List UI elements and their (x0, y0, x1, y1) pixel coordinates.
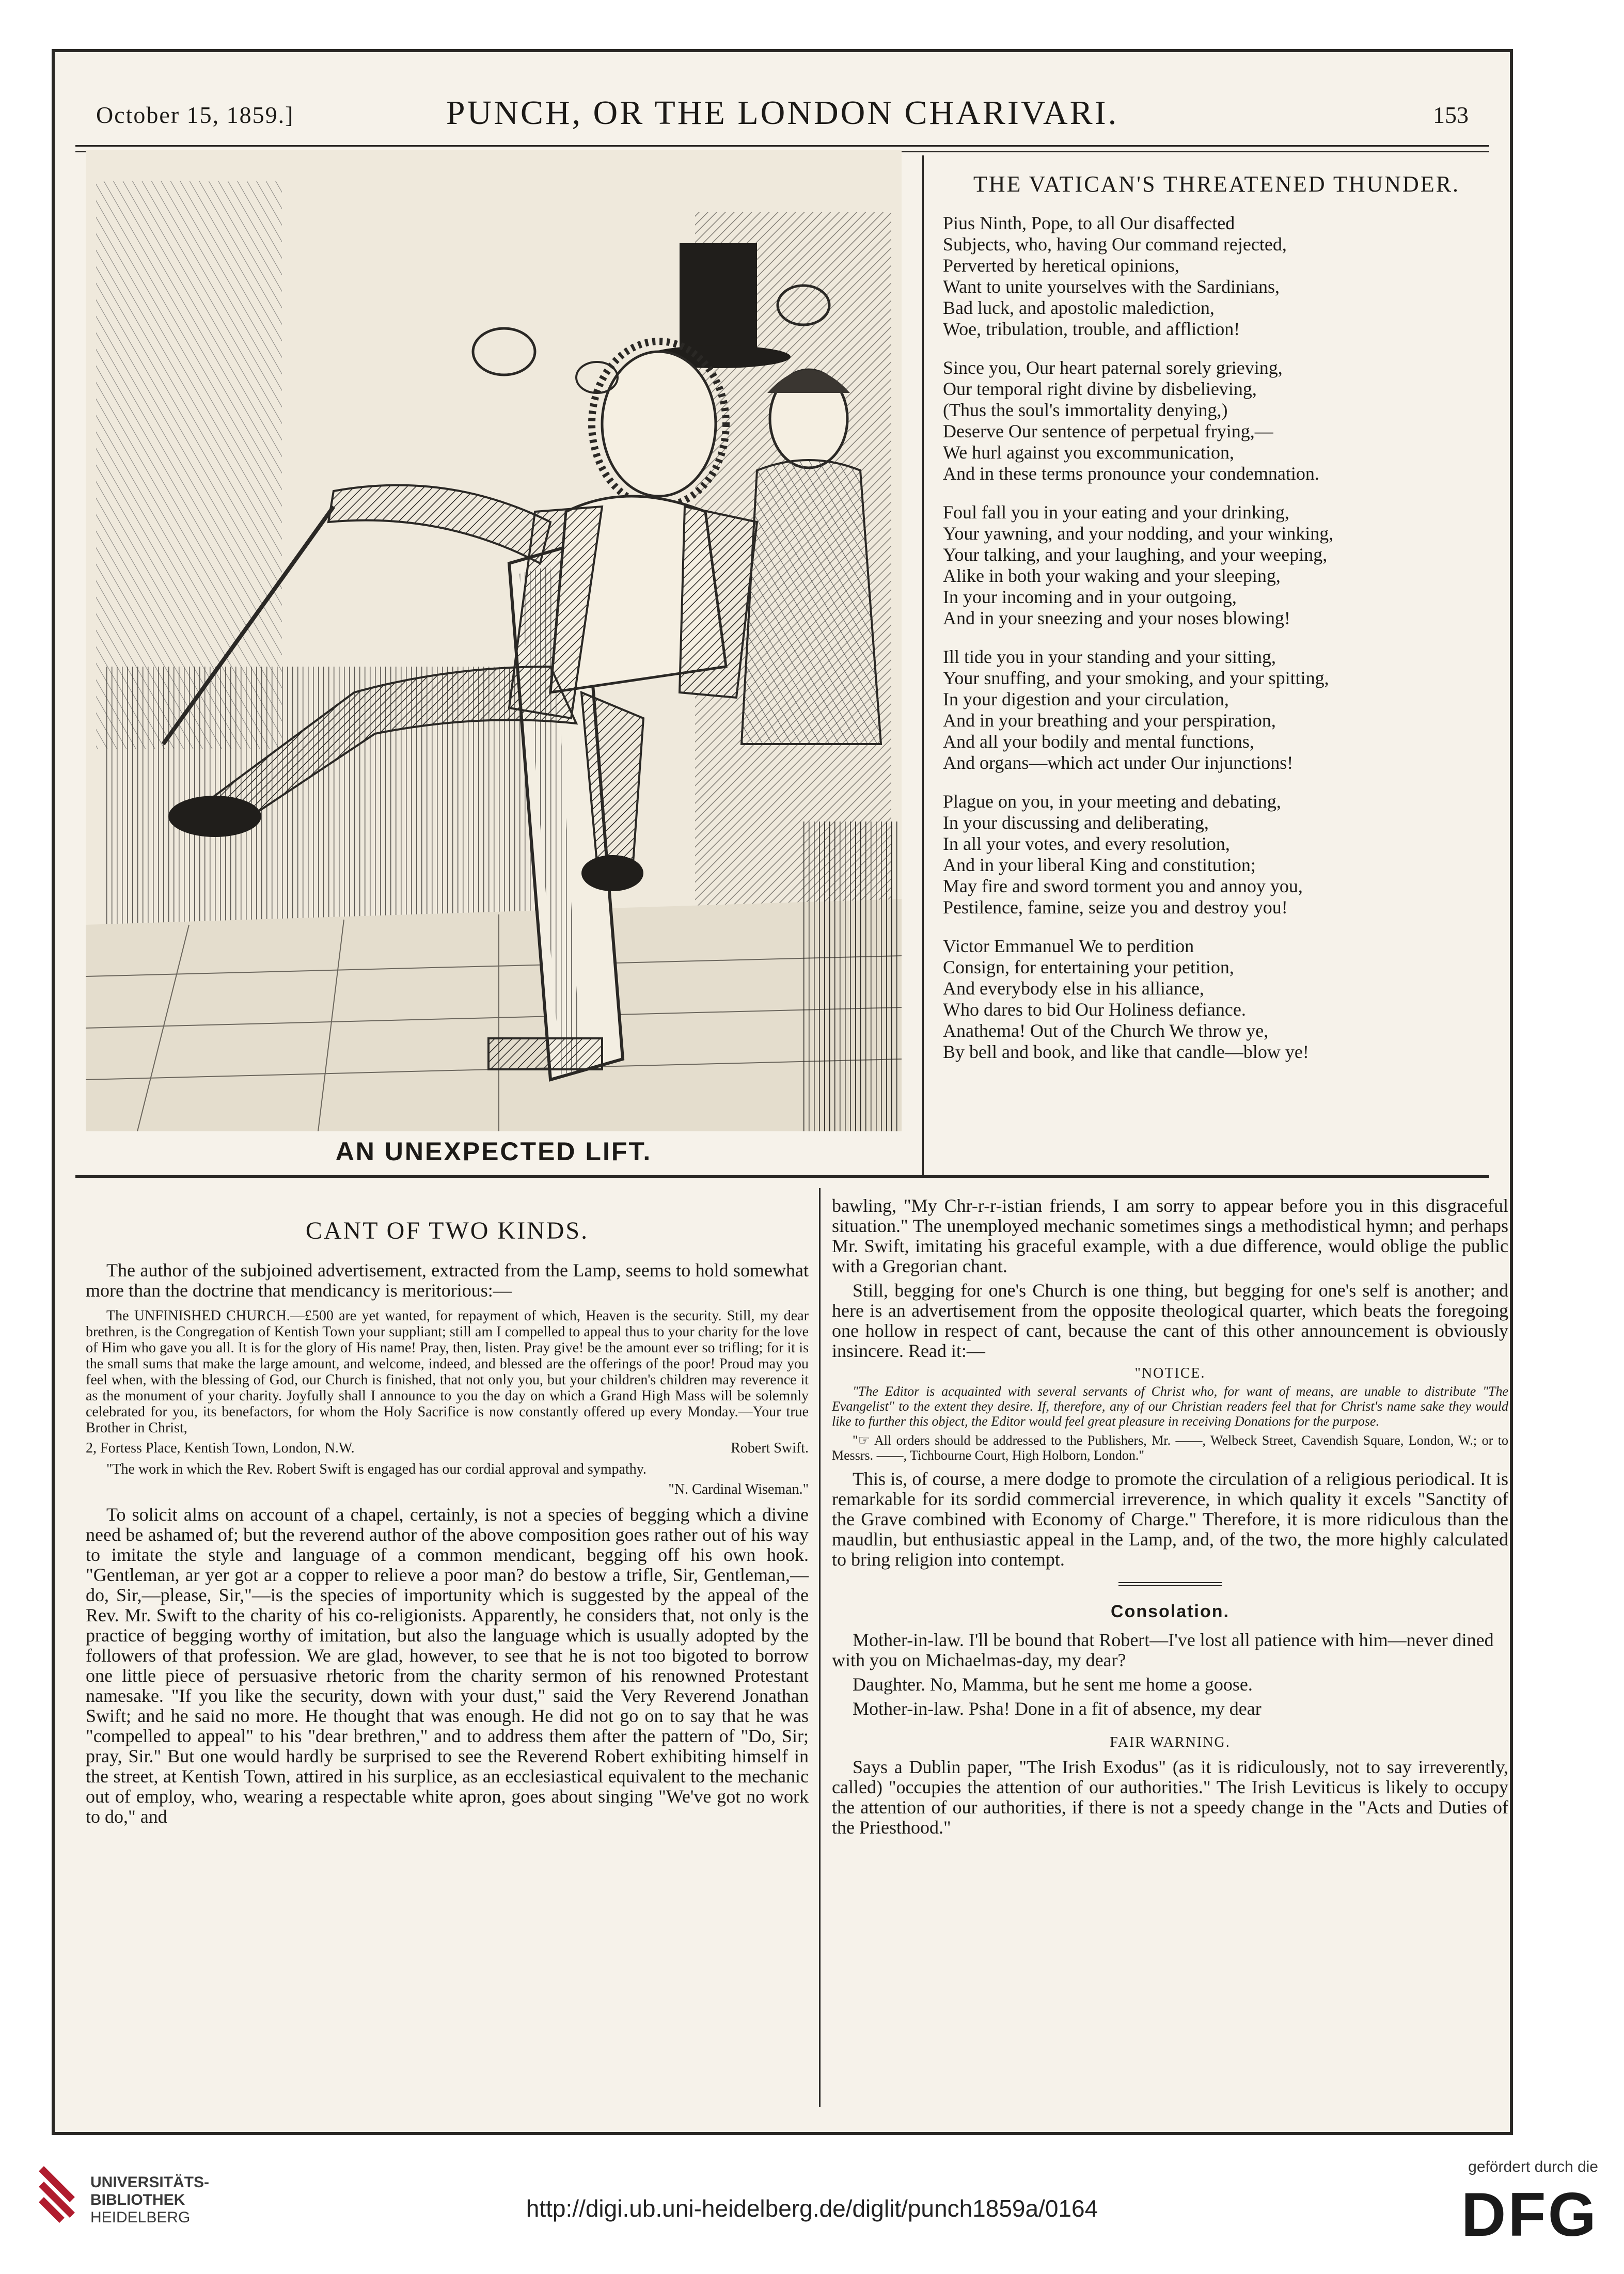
poem-line: May fire and sword torment you and annoy you, (943, 876, 1303, 896)
poem-line: Pestilence, famine, seize you and destroy you! (943, 897, 1288, 918)
poem-line: Subjects, who, having Our command rejected, (943, 234, 1287, 255)
article-intro: The author of the subjoined advertisement, extracted from the Lamp, seems to hold somewhat more than the doctrine that mendicancy is meritorious:— (86, 1260, 809, 1301)
notice-heading: "NOTICE. (1134, 1365, 1206, 1381)
poem-line: And organs—which act under Our injunctions! (943, 752, 1294, 773)
poem-stanza (943, 791, 1490, 918)
page-number: 153 (1433, 102, 1469, 128)
poem-line: And in these terms pronounce your condemnation. (943, 463, 1319, 484)
poem-stanza (943, 357, 1490, 484)
notice-body: "The Editor is acquainted with several servants of Christ who, for want of means, are unable to distribute "The Evangelist" to the extent they desire. If, therefore, any of our Christian readers feel that for Christ's name sake they would like to further this object, the Editor would feel great pleasure in receiving Donations for the purpose. (832, 1384, 1508, 1429)
notice-orders: "☞ All orders should be addressed to the Publishers, Mr. ——, Welbeck Street, Cavendish Square, London, W.; or to Messrs. ——, Tichbourne Court, High Holborn, London." (832, 1433, 1508, 1463)
article-continued: bawling, "My Chr-r-r-istian friends, I am sorry to appear before you in this disgraceful situation." The unemployed mechanic sometimes sings a methodistical hymn; and perhaps Mr. Swift, imitating his graceful example, with a due difference, would oblige the public with a Gregorian chant. (832, 1195, 1508, 1276)
consolation-title: Consolation. (1111, 1602, 1229, 1621)
poem-line: Since you, Our heart paternal sorely grieving, (943, 357, 1283, 378)
poem-line: In your incoming and in your outgoing, (943, 587, 1237, 607)
dialogue-line: Daughter. No, Mamma, but he sent me home a goose. (853, 1674, 1253, 1695)
poem-line: Alike in both your waking and your sleeping, (943, 565, 1281, 586)
poem-line: And all your bodily and mental functions, (943, 731, 1254, 752)
poem-line: In your discussing and deliberating, (943, 812, 1209, 833)
digitization-footer (0, 2143, 1624, 2274)
digital-collection-link[interactable]: http://digi.ub.uni-heidelberg.de/diglit/punch1859a/0164 (526, 2195, 1098, 2222)
poem-line: Who dares to bid Our Holiness defiance. (943, 999, 1246, 1020)
article-body: To solicit alms on account of a chapel, certainly, is not a species of begging which a divine need be ashamed of; but the reverend author of the above composition goes rather out of his way to imitate the style and language of a common mendicant, begging off his own hook. "Gentleman, ar yer got ar a copper to relieve a poor man? do bestow a trifle, Sir, Gentleman,—do, Sir,—please, Sir,"—is the species of importunity which is suggested by the appeal of the Rev. Mr. Swift to the charity of his co-religionists. Apparently, he considers that, not only is the practice of begging worthy of imitation, but also the language which is usually adopted by the followers of that profession. We are glad, however, to see that he is not too bigoted to borrow one little piece of persuasive rhetoric from the charity sermon of his renowned Protestant namesake. "If you like the security, down with your dust," said the Very Reverend Jonathan Swift; and he said no more. He thought that was enough. He did not go on to say that he was "compelled to appeal" to his "dear brethren," and to address them after the pattern of "Do, Sir; pray, Sir." But one would hardly be surprised to see the Reverend Robert exhibiting himself in the street, at Kentish Town, attired in his surplice, as an ecclesiastical equivalent to the mechanic out of employ, who, wearing a respectable white apron, goes about singing "We've got no work to do," and (86, 1504, 809, 1827)
column-divider (922, 155, 924, 1178)
poem-line: Woe, tribulation, trouble, and affliction! (943, 319, 1240, 339)
poem-stanza (943, 646, 1490, 773)
poem-stanza (943, 936, 1490, 1063)
page-header (55, 83, 1510, 135)
poem-line: Deserve Our sentence of perpetual frying,— (943, 421, 1273, 441)
masthead-title: PUNCH, OR THE LONDON CHARIVARI. (446, 94, 1119, 132)
cartoon-illustration (86, 150, 902, 1131)
poem-line: We hurl against you excommunication, (943, 442, 1234, 463)
dfg-logo: DFG (1461, 2180, 1598, 2249)
advertisement-signature-line (86, 1440, 809, 1456)
poem-line: (Thus the soul's immortality denying,) (943, 400, 1228, 420)
poem-line: In your digestion and your circulation, (943, 689, 1229, 709)
section-rule (75, 1175, 1489, 1178)
cartoon-engraving (86, 150, 902, 1131)
poem-line: Foul fall you in your eating and your drinking, (943, 502, 1289, 523)
advertisement-signature: Robert Swift. (731, 1440, 809, 1456)
poem-line: And everybody else in his alliance, (943, 978, 1204, 999)
poem-vatican-thunder (943, 171, 1490, 1080)
poem-line: Ill tide you in your standing and your sitting, (943, 646, 1276, 667)
issue-date: October 15, 1859.] (96, 102, 294, 128)
fair-warning-body: Says a Dublin paper, "The Irish Exodus" (as it is ridiculously, not to say irreverently, called) "occupies the attention of our authorities." The Irish Leviticus is likely to occupy the attention of our authorities, if there is not a speedy change in the "Acts and Duties of the Priesthood." (832, 1757, 1508, 1838)
poem-line: Perverted by heretical opinions, (943, 255, 1179, 276)
cartoon-caption: AN UNEXPECTED LIFT. (335, 1137, 652, 1166)
article-title: CANT OF TWO KINDS. (305, 1217, 589, 1244)
article-continued-column (832, 1196, 1508, 1842)
library-name-line: HEIDELBERG (90, 2209, 191, 2226)
article-cant-of-two-kinds (86, 1217, 809, 1831)
poem-line: Your snuffing, and your smoking, and your spitting, (943, 668, 1329, 688)
short-rule (1118, 1582, 1222, 1586)
approval-text: "The work in which the Rev. Robert Swift is engaged has our cordial approval and sympathy. (106, 1461, 647, 1477)
poem-line: Victor Emmanuel We to perdition (943, 936, 1194, 956)
poem-body (943, 213, 1490, 1063)
newspaper-page (52, 49, 1513, 2135)
poem-line: By bell and book, and like that candle—blow ye! (943, 1041, 1309, 1062)
poem-title: THE VATICAN'S THREATENED THUNDER. (973, 171, 1460, 197)
poem-line: Your yawning, and your nodding, and your winking, (943, 523, 1334, 544)
poem-line: In all your votes, and every resolution, (943, 833, 1230, 854)
poem-line: Your talking, and your laughing, and your weeping, (943, 544, 1328, 565)
poem-line: Our temporal right divine by disbelieving, (943, 378, 1257, 399)
advertisement-address: 2, Fortess Place, Kentish Town, London, N.W. (86, 1440, 355, 1456)
poem-line: And in your sneezing and your noses blowing! (943, 608, 1290, 628)
article-conclusion: This is, of course, a mere dodge to promote the circulation of a religious periodical. It is remarkable for its sordid commercial irreverence, in which quality it excels "Sanctity of the Grave combined with Economy of Charge." Therefore, it is more ridiculous than the maudlin, but enthusiastic appeal in the Lamp, and, of the two, the more highly calculated to bring religion into contempt. (832, 1468, 1508, 1570)
consolation-dialogue (832, 1630, 1508, 1719)
poem-line: Anathema! Out of the Church We throw ye, (943, 1020, 1269, 1041)
funder-label: gefördert durch die (1468, 2158, 1598, 2175)
advertisement-text: The UNFINISHED CHURCH.—£500 are yet wanted, for repayment of which, Heaven is the security. Still, my dear brethren, is the Congregation of Kentish Town your suppliant; still am I compelled to appeal thus to your charity for the love of Him who gave you all. It is for the glory of His name! Pray, then, listen. Pray give! be the amount ever so trifling; for it is the small sums that make the large amount, and welcome, indeed, and blessed are the offerings of the poor! Proud may you feel when, with the blessing of God, our Church is finished, that not only you, but your children's children may reverence it as the monument of your charity. Joyfully shall I announce to you the day on which a Grand High Mass will be solemnly celebrated for you, its benefactors, for whom the Holy Sacrifice is now constantly offered up every Monday.—Your true Brother in Christ, (86, 1308, 809, 1436)
dialogue-line: Mother-in-law. Psha! Done in a fit of absence, my dear (853, 1698, 1262, 1719)
poem-line: And in your liberal King and constitution; (943, 855, 1256, 875)
column-divider-2 (819, 1188, 821, 2107)
library-name-line: BIBLIOTHEK (90, 2191, 185, 2208)
poem-stanza (943, 213, 1490, 340)
poem-line: And in your breathing and your perspiration, (943, 710, 1276, 731)
poem-stanza (943, 502, 1490, 629)
poem-line: Plague on you, in your meeting and debating, (943, 791, 1281, 812)
poem-line: Pius Ninth, Pope, to all Our disaffected (943, 213, 1235, 233)
fair-warning-title: FAIR WARNING. (1110, 1734, 1231, 1750)
poem-line: Bad luck, and apostolic malediction, (943, 297, 1215, 318)
library-name-line: UNIVERSITÄTS- (90, 2174, 210, 2191)
article-still: Still, begging for one's Church is one thing, but begging for one's self is another; and here is an advertisement from the opposite theological quarter, which beats the foregoing one hollow in respect of cant, because the cant of this other announcement is obviously insincere. Read it:— (832, 1280, 1508, 1361)
poem-line: Want to unite yourselves with the Sardinians, (943, 276, 1280, 297)
poem-line: Consign, for entertaining your petition, (943, 957, 1234, 977)
dialogue-line: Mother-in-law. I'll be bound that Robert—I've lost all patience with him—never dined with you on Michaelmas-day, my dear? (832, 1630, 1494, 1670)
approval-signature: "N. Cardinal Wiseman." (668, 1481, 809, 1497)
